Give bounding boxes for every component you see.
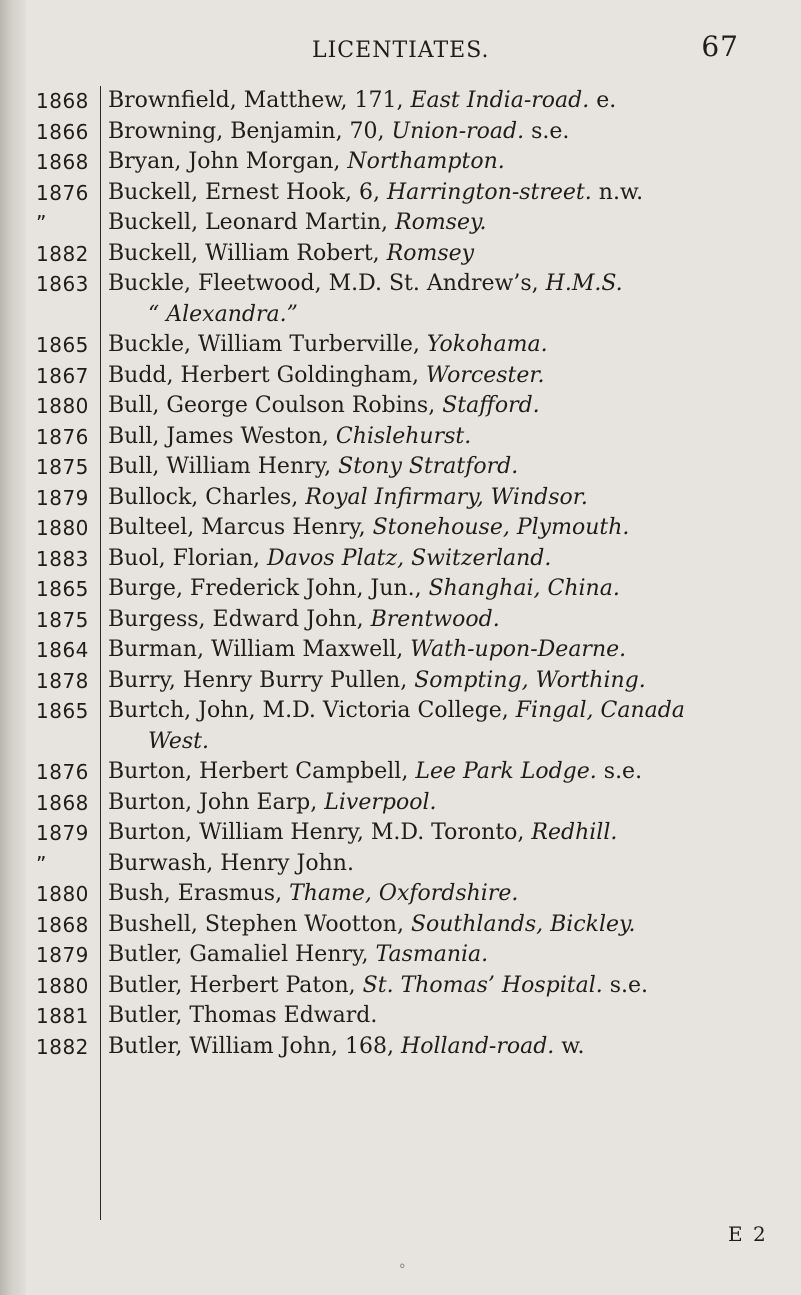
- entry-year: 1868: [36, 912, 89, 937]
- entry-line: [108, 178, 788, 209]
- entry-year: 1868: [36, 89, 89, 113]
- entry-line: [108, 391, 788, 422]
- entry-location: Harrington-street.: [386, 179, 592, 205]
- entry-year: 1866: [36, 119, 89, 144]
- list-item: [0, 513, 801, 544]
- entry-line: [108, 269, 788, 300]
- entry-year: 1865: [36, 699, 89, 723]
- entry-location: Northampton.: [347, 149, 505, 174]
- list-item: [0, 757, 801, 788]
- entry-location: Worcester.: [426, 362, 545, 388]
- entry-text: Browning, Benjamin, 70,: [108, 118, 392, 144]
- entry-line: [108, 635, 788, 666]
- entry-line: [108, 239, 788, 270]
- entry-text: Bullock, Charles,: [108, 484, 306, 510]
- page-header: [312, 30, 739, 70]
- entry-year: 1879: [36, 943, 89, 967]
- entry-text: n.w.: [591, 179, 644, 205]
- entry-continuation-line: [108, 300, 788, 331]
- entry-location: Sompting, Worthing.: [414, 667, 646, 693]
- entry-text: Brownfield, Matthew, 171,: [108, 88, 411, 113]
- entry-text: Bull, George Coulson Robins,: [108, 393, 443, 418]
- entry-location: Romsey.: [395, 210, 487, 235]
- entry-text: Budd, Herbert Goldingham,: [108, 362, 427, 388]
- entry-line: [108, 971, 788, 1002]
- entry-year: 1882: [36, 241, 89, 266]
- entry-location: “ Alexandra.”: [148, 301, 298, 327]
- entry-year: 1881: [36, 1004, 89, 1028]
- entry-year: 1876: [36, 180, 89, 205]
- entry-text: Burton, Herbert Campbell,: [108, 759, 416, 784]
- list-item: [0, 818, 801, 849]
- entry-location: Yokohama.: [426, 332, 548, 357]
- entry-text: Butler, Herbert Paton,: [108, 972, 363, 998]
- entry-location: H.M.S.: [545, 271, 623, 296]
- list-item: [0, 666, 801, 697]
- entry-location: St. Thomas’ Hospital.: [362, 972, 603, 998]
- entry-text: Bushell, Stephen Wootton,: [108, 911, 411, 937]
- entry-location: Union-road.: [391, 118, 525, 144]
- entry-year: 1875: [36, 455, 89, 479]
- entry-text: Butler, Gamaliel Henry,: [108, 942, 376, 967]
- entry-line: [108, 117, 788, 148]
- list-item: [0, 574, 801, 605]
- entry-text: s.e.: [596, 759, 643, 784]
- entry-location: Royal Infirmary, Windsor.: [305, 484, 588, 510]
- entry-location: Fingal, Canada: [515, 698, 685, 723]
- entry-location: Davos Platz, Switzerland.: [266, 545, 552, 571]
- running-title: LICENTIATES.: [312, 38, 490, 63]
- list-item: [0, 635, 801, 666]
- entry-text: Buckle, Fleetwood, M.D. St. Andrew’s,: [108, 271, 546, 296]
- entry-text: Bull, William Henry,: [108, 454, 339, 479]
- entry-location: Thame, Oxfordshire.: [289, 881, 519, 906]
- entry-line: [108, 849, 788, 880]
- margin-mark: °: [396, 1262, 406, 1278]
- entry-text: Buckle, William Turberville,: [108, 332, 427, 357]
- list-item: [0, 971, 801, 1002]
- entry-text: s.e.: [602, 972, 649, 998]
- entry-text: Bush, Erasmus,: [108, 881, 290, 906]
- entry-line: [108, 86, 788, 117]
- entry-text: Bryan, John Morgan,: [108, 149, 348, 174]
- entry-text: e.: [589, 88, 617, 113]
- entry-location: Chislehurst.: [335, 423, 472, 449]
- entry-location: Wath-upon-Dearne.: [410, 637, 627, 662]
- list-item: [0, 940, 801, 971]
- list-item: [0, 1032, 801, 1063]
- list-item: [0, 483, 801, 514]
- entry-line: [108, 361, 788, 392]
- entry-year: 1883: [36, 546, 89, 571]
- entry-line: [108, 513, 788, 544]
- entry-line: [108, 1001, 788, 1032]
- list-item: [0, 86, 801, 117]
- entry-text: w.: [554, 1033, 585, 1059]
- entry-location: Southlands, Bickley.: [410, 911, 636, 937]
- entry-text: Bull, James Weston,: [108, 423, 336, 449]
- entry-text: Buckell, Ernest Hook, 6,: [108, 179, 387, 205]
- entry-year: 1879: [36, 485, 89, 510]
- entry-location: Holland-road.: [401, 1033, 555, 1059]
- entry-year: ”: [36, 211, 47, 235]
- entry-year: 1880: [36, 516, 89, 540]
- list-item: [0, 1001, 801, 1032]
- list-item: [0, 208, 801, 239]
- entry-year: 1878: [36, 668, 89, 693]
- entry-text: Butler, William John, 168,: [108, 1033, 402, 1059]
- list-item: [0, 391, 801, 422]
- entry-line: [108, 574, 788, 605]
- entry-year: 1864: [36, 638, 89, 662]
- list-item: [0, 330, 801, 361]
- page-number: 67: [701, 30, 739, 63]
- entry-year: ”: [36, 851, 47, 876]
- entry-location: Shanghai, China.: [428, 576, 620, 601]
- entry-line: [108, 422, 788, 453]
- entry-location: Liverpool.: [324, 789, 437, 815]
- entry-text: Burry, Henry Burry Pullen,: [108, 667, 415, 693]
- list-item: [0, 910, 801, 941]
- entry-year: 1882: [36, 1034, 89, 1059]
- list-item: [0, 117, 801, 148]
- entry-line: [108, 208, 788, 239]
- entry-line: [108, 452, 788, 483]
- entry-text: Buckell, Leonard Martin,: [108, 210, 396, 235]
- entry-line: [108, 147, 788, 178]
- entry-location: Lee Park Lodge.: [415, 759, 597, 784]
- list-item: [0, 422, 801, 453]
- entry-line: [108, 696, 788, 727]
- entry-line: [108, 605, 788, 636]
- entry-text: Burge, Frederick John, Jun.,: [108, 576, 429, 601]
- list-item: [0, 147, 801, 178]
- entry-year: 1880: [36, 394, 89, 418]
- entry-text: Burwash, Henry John.: [108, 850, 354, 876]
- entry-location: Stafford.: [442, 393, 540, 418]
- entry-location: Brentwood.: [370, 606, 500, 632]
- list-item: [0, 849, 801, 880]
- entry-text: s.e.: [524, 118, 570, 144]
- entry-year: 1880: [36, 882, 89, 906]
- entry-text: Buckell, William Robert,: [108, 240, 387, 266]
- entry-location: Stonehouse, Plymouth.: [372, 515, 630, 540]
- entry-line: [108, 940, 788, 971]
- entry-line: [108, 330, 788, 361]
- list-item: [0, 544, 801, 575]
- entry-text: Butler, Thomas Edward.: [108, 1003, 378, 1028]
- entry-location: Romsey: [386, 240, 475, 266]
- entry-text: Burton, William Henry, M.D. Toronto,: [108, 820, 532, 845]
- entry-line: [108, 666, 788, 697]
- entry-year: 1865: [36, 333, 89, 357]
- entry-location: Tasmania.: [375, 942, 489, 967]
- entry-year: 1880: [36, 973, 89, 998]
- signature-mark: E 2: [728, 1222, 768, 1246]
- entry-line: [108, 818, 788, 849]
- entry-year: 1867: [36, 363, 89, 388]
- entry-text: Burton, John Earp,: [108, 789, 325, 815]
- entry-location: East India-road.: [410, 88, 590, 113]
- list-item: [0, 269, 801, 330]
- entry-year: 1868: [36, 790, 89, 815]
- list-item: [0, 452, 801, 483]
- list-item: [0, 788, 801, 819]
- entry-location: West.: [148, 728, 209, 754]
- entry-location: Stony Stratford.: [338, 454, 519, 479]
- entry-location: Redhill.: [531, 820, 618, 845]
- list-item: [0, 178, 801, 209]
- entry-text: Burtch, John, M.D. Victoria College,: [108, 698, 516, 723]
- entry-line: [108, 1032, 788, 1063]
- entry-year: 1868: [36, 150, 89, 174]
- entry-year: 1875: [36, 607, 89, 632]
- list-item: [0, 879, 801, 910]
- entry-line: [108, 879, 788, 910]
- entry-line: [108, 757, 788, 788]
- list-item: [0, 696, 801, 757]
- licentiates-list: [0, 86, 801, 1062]
- list-item: [0, 239, 801, 270]
- list-item: [0, 361, 801, 392]
- entry-line: [108, 910, 788, 941]
- entry-year: 1876: [36, 424, 89, 449]
- entry-year: 1876: [36, 760, 89, 784]
- entry-line: [108, 788, 788, 819]
- entry-line: [108, 483, 788, 514]
- entry-text: Burgess, Edward John,: [108, 606, 371, 632]
- entry-year: 1865: [36, 577, 89, 601]
- entry-line: [108, 544, 788, 575]
- entry-year: 1863: [36, 272, 89, 296]
- entry-year: 1879: [36, 821, 89, 845]
- entry-text: Buol, Florian,: [108, 545, 267, 571]
- entry-text: Bulteel, Marcus Henry,: [108, 515, 373, 540]
- entry-text: Burman, William Maxwell,: [108, 637, 411, 662]
- entry-continuation-line: [108, 727, 788, 758]
- list-item: [0, 605, 801, 636]
